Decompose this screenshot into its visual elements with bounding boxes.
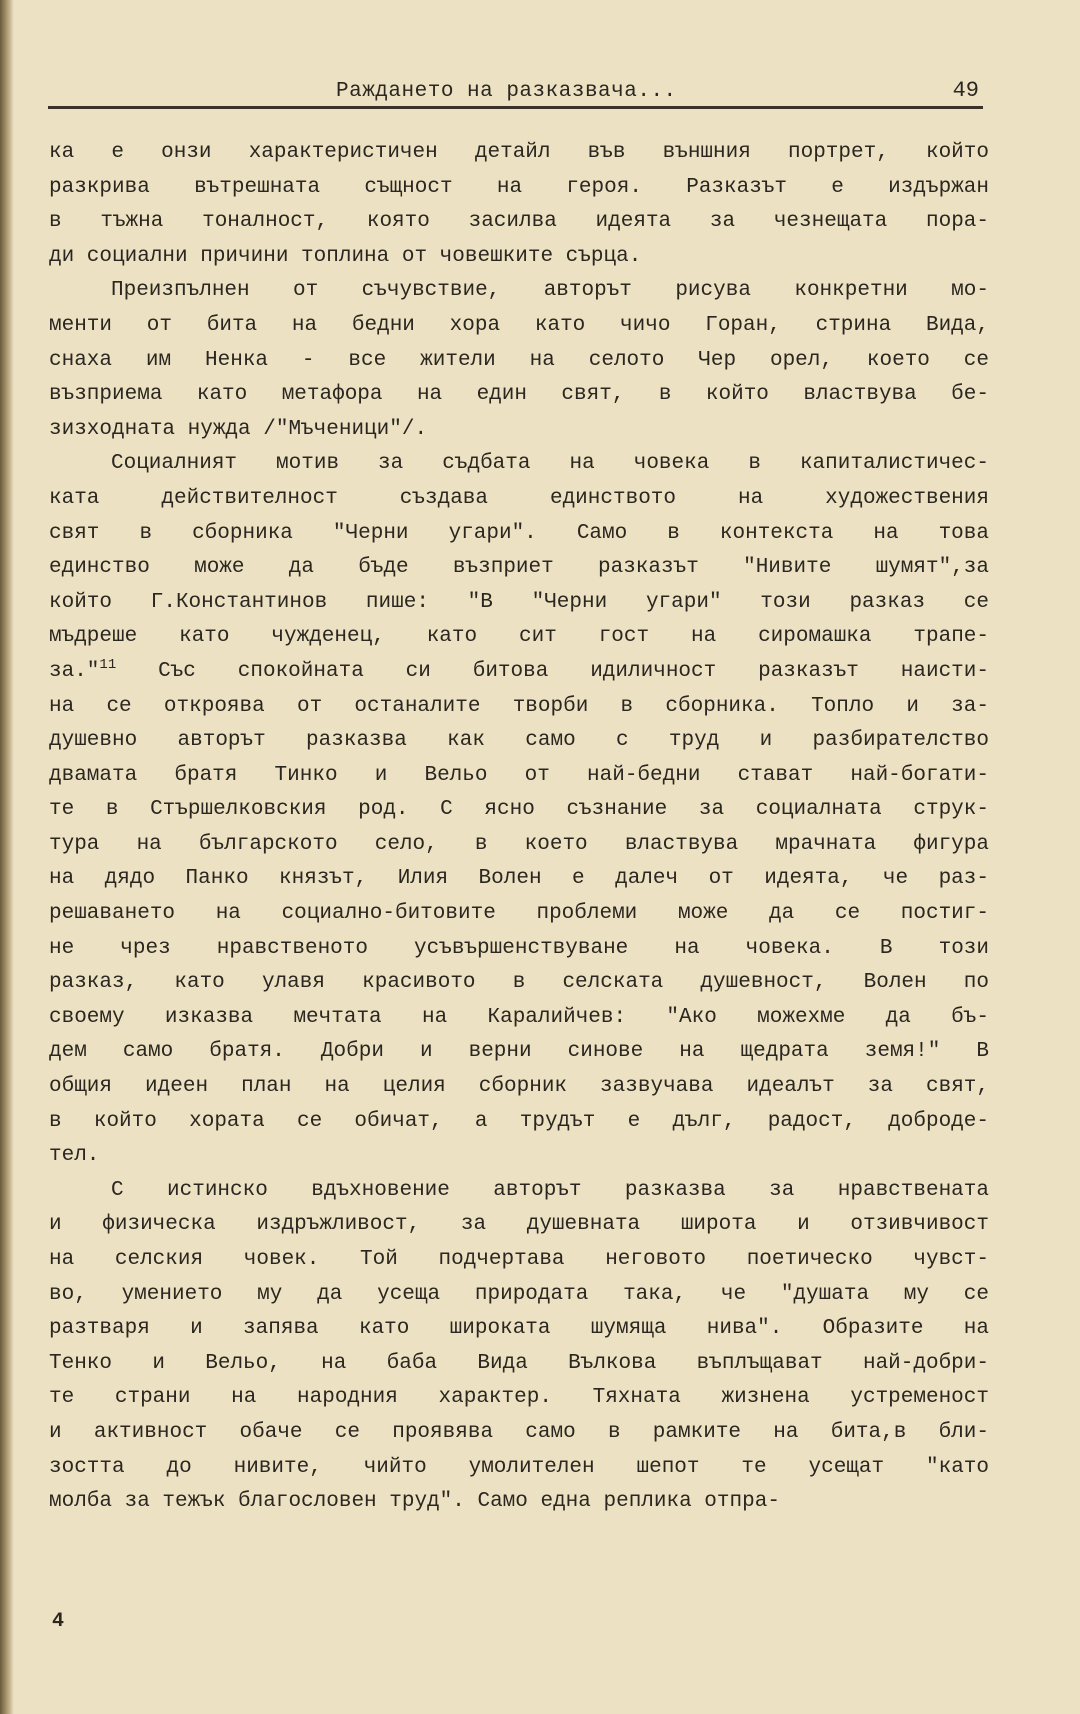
signature-mark: 4 — [52, 1610, 65, 1633]
text-line: своему изказва мечтата на Каралийчев: "Ако можехме да бъ- — [49, 1005, 989, 1029]
text-line: не чрез нравственото усъвършенствуване на човека. В този — [49, 936, 989, 960]
text-line: мъдреше като чужденец, като сит гост на сиромашка трапе- — [49, 625, 989, 649]
paragraph — [49, 274, 989, 447]
text-line: зостта до нивите, чийто умолителен шепот те усещат "като — [49, 1455, 989, 1479]
paragraph — [49, 136, 989, 274]
text-line: и активност обаче се проявява само в рамките на бита,в бли- — [49, 1420, 989, 1444]
text-line: душевно авторът разказва как само с труд и разбирателство — [49, 729, 989, 753]
text-line: молба за тежък благословен труд". Само една реплика отпра- — [49, 1490, 780, 1514]
text-line: во, умението му да усеща природата така, че "душата му се — [49, 1282, 989, 1306]
text-line: решаването на социално-битовите проблеми може да се постиг- — [49, 902, 989, 926]
page-number: 49 — [952, 78, 979, 103]
text-line: тел. — [49, 1144, 100, 1168]
text-line: С истинско вдъхновение авторът разказва за нравствената — [111, 1178, 989, 1202]
paragraph — [49, 447, 989, 1173]
text-line: свят в сборника "Черни угари". Само в контекста на това — [49, 521, 989, 545]
text-line: който Г.Константинов пише: "В "Черни угари" този разказ се — [49, 590, 989, 614]
text-line: Преизпълнен от съчувствие, авторът рисува конкретни мо- — [111, 279, 989, 303]
text-line: разтваря и запява като широката шумяща нива". Образите на — [49, 1317, 989, 1341]
text-line: разкрива вътрешната същност на героя. Разказът е издържан — [49, 175, 989, 199]
running-title: Раждането на разказвача... — [336, 80, 677, 103]
text-line: на селския човек. Той подчертава неговото поетическо чувст- — [49, 1248, 989, 1271]
text-line: възприема като метафора на един свят, в който властвува бе- — [49, 383, 989, 407]
text-line: ка е онзи характеристичен детайл във външния портрет, който — [49, 141, 989, 164]
text-line: те страни на народния характер. Тяхната жизнена устременост — [49, 1386, 989, 1410]
text-line: Социалният мотив за съдбата на човека в капиталистичес- — [111, 452, 989, 476]
footnote-reference: 11 — [99, 656, 117, 673]
text-line: на се откроява от останалите творби в сборника. Топло и за- — [49, 694, 989, 718]
text-line: в тъжна тоналност, която засилва идеята за чезнещата пора- — [49, 210, 989, 234]
text-segment: за." — [49, 659, 100, 683]
text-line: тура на българското село, в което властвува мрачната фигура — [49, 832, 989, 856]
text-line: разказ, като улавя красивото в селската душевност, Волен по — [49, 971, 989, 995]
text-line — [49, 655, 989, 690]
text-line: менти от бита на бедни хора като чичо Горан, стрина Вида, — [49, 313, 989, 337]
text-line: единство може да бъде възприет разказът "Нивите шумят",за — [49, 556, 989, 580]
text-line: дем само братя. Добри и верни синове на щедрата земя!" В — [49, 1040, 989, 1064]
body-text — [49, 136, 989, 1520]
text-line: в който хората се обичат, а трудът е дълг, радост, доброде- — [49, 1109, 989, 1133]
paragraph — [49, 1174, 989, 1520]
text-line: двамата братя Тинко и Вельо от най-бедни стават най-богати- — [49, 763, 989, 787]
page-binding-edge — [0, 0, 14, 1714]
text-line: зизходната нужда /"Мъченици"/. — [49, 417, 428, 441]
text-line: ди социални причини топлина от човешките сърца. — [49, 244, 642, 268]
running-header — [48, 78, 983, 108]
header-rule — [48, 106, 983, 109]
text-line: ката действителност създава единството на художествения — [49, 486, 989, 510]
text-line: Тенко и Вельо, на баба Вида Вълкова въплъщават най-добри- — [49, 1351, 989, 1375]
text-line: общия идеен план на целия сборник зазвучава идеалът за свят, — [49, 1075, 989, 1099]
text-segment: Със спокойната си битова идиличност разказът наисти- — [116, 659, 989, 683]
text-line: снаха им Ненка - все жители на селото Чер орел, което се — [49, 348, 989, 372]
text-line: и физическа издръжливост, за душевната широта и отзивчивост — [49, 1213, 989, 1237]
text-line: те в Стършелковския род. С ясно съзнание за социалната струк- — [49, 798, 989, 822]
text-line: на дядо Панко князът, Илия Волен е далеч от идеята, че раз- — [49, 867, 989, 891]
